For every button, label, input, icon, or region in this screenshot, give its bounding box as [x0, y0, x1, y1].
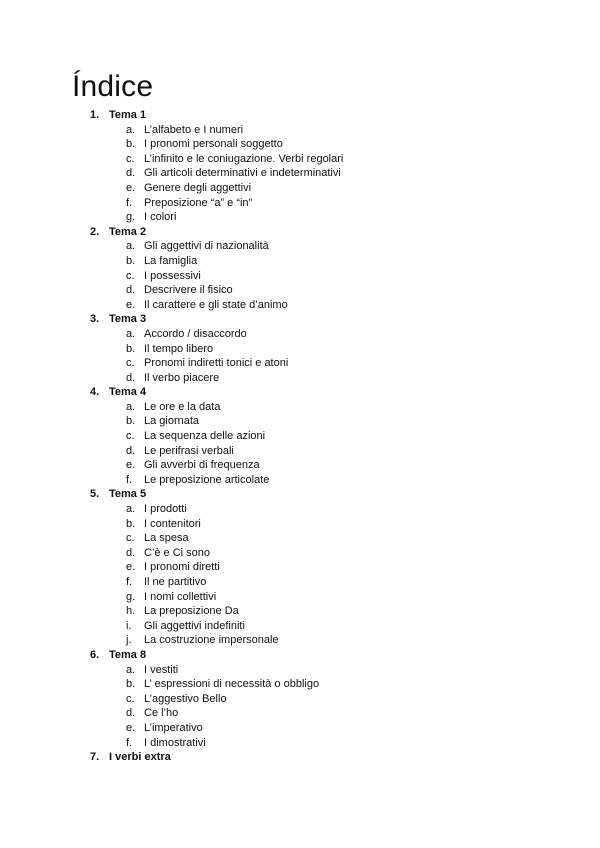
toc-subtopic-letter: d. [126, 284, 136, 297]
toc-subtopic-text: Le ore e la data [144, 400, 221, 413]
toc-subtopic-letter: c. [126, 357, 135, 370]
toc-subtopic-letter: b. [126, 678, 136, 691]
toc-subtopic-text: I pronomi personali soggetto [144, 138, 283, 151]
toc-subtopic-text: Gli aggettivi di nazionalità [144, 240, 269, 253]
toc-subtopic-text: C’è e Ci sono [144, 546, 211, 559]
toc-subtopic-text: Gli aggettivi indefiniti [144, 619, 245, 632]
toc-subtopic-text: I contenitori [144, 517, 201, 530]
toc-subtopic-letter: b. [126, 415, 136, 428]
toc-subtopic-letter: d. [126, 167, 136, 180]
toc-subtopic-text: Preposizione “a” e “in” [144, 196, 253, 209]
toc-topic-number: 7. [90, 751, 100, 764]
toc-subtopic-text: La famiglia [144, 254, 198, 267]
toc-subtopic-text: Gli articoli determinativi e indeterminativi [144, 167, 341, 180]
toc-subtopic-letter: a. [126, 240, 136, 253]
toc-subtopic-text: L’ espressioni di necessità o obbligo [144, 678, 320, 691]
toc-subtopic-letter: a. [126, 503, 136, 516]
toc-subtopic-text: I colori [144, 211, 177, 224]
toc-topic-number: 1. [90, 109, 100, 121]
toc-subtopic-letter: b. [126, 138, 136, 151]
toc-subtopic-letter: e. [126, 721, 136, 734]
toc-subtopic-letter: i. [126, 619, 132, 632]
toc-subtopic-text: L’infinito e le coniugazione. Verbi regolari [144, 152, 344, 165]
toc-subtopic-text: Descrivere il fisico [144, 284, 233, 297]
toc-subtopic-letter: f. [126, 473, 133, 486]
toc-subtopic-text: I dimostrativi [144, 736, 206, 749]
toc-subtopic-text: Accordo / disaccordo [144, 327, 247, 340]
toc-subtopic-text: La costruzione impersonale [144, 634, 279, 647]
toc-subtopic-text: L’aggestivo Bello [144, 692, 227, 705]
toc-subtopic-letter: a. [126, 123, 136, 136]
toc-subtopic-letter: a. [126, 400, 136, 413]
toc-topic-label: Tema 5 [109, 488, 147, 501]
toc-subtopic-letter: j. [126, 634, 132, 647]
toc-topic-number: 3. [90, 313, 100, 326]
toc-subtopic-letter: c. [126, 692, 135, 705]
toc-subtopic-text: Gli avverbi di frequenza [144, 459, 260, 472]
toc-subtopic-letter: e. [126, 561, 136, 574]
toc-subtopic-letter: f. [126, 736, 133, 749]
toc-topic-label: Tema 2 [109, 225, 147, 238]
toc-subtopic-text: Genere degli aggettivi [144, 181, 252, 194]
toc-topic-number: 6. [90, 648, 100, 661]
toc-topic-label: Tema 4 [109, 386, 147, 399]
toc-topic-label: Tema 3 [109, 313, 147, 326]
toc-subtopic-text: I possessivi [144, 269, 201, 282]
toc-subtopic-letter: d. [126, 707, 136, 720]
toc-topic-label: Tema 8 [109, 648, 147, 661]
toc-subtopic-letter: c. [126, 152, 135, 165]
toc-subtopic-letter: c. [126, 430, 135, 443]
toc-subtopic-letter: d. [126, 546, 136, 559]
toc-topic-label: I verbi extra [109, 751, 171, 764]
toc-subtopic-letter: e. [126, 459, 136, 472]
toc-subtopic-text: Le preposizione articolate [144, 473, 270, 486]
toc-subtopic-letter: f. [126, 196, 133, 209]
toc-subtopic-letter: e. [126, 298, 136, 311]
toc-subtopic-letter: b. [126, 342, 136, 355]
toc-subtopic-letter: f. [126, 576, 133, 588]
toc-subtopic-text: I vestiti [144, 663, 179, 676]
toc-subtopic-letter: a. [126, 663, 136, 676]
toc-subtopic-text: Il verbo piacere [144, 371, 220, 384]
toc-subtopic-text: La preposizione Da [144, 605, 239, 618]
toc-subtopic-text: I nomi collettivi [144, 590, 217, 603]
toc-subtopic-text: La sequenza delle azioni [144, 430, 266, 443]
toc-topic-number: 5. [90, 488, 100, 501]
toc-subtopic-letter: b. [126, 517, 136, 530]
toc-subtopic-letter: d. [126, 371, 136, 384]
page-title: Índice [72, 70, 154, 103]
toc-subtopic-letter: b. [126, 254, 136, 267]
toc-subtopic-letter: a. [126, 327, 136, 340]
toc-subtopic-text: I pronomi diretti [144, 561, 220, 574]
toc-subtopic-letter: c. [126, 532, 135, 545]
toc-subtopic-letter: g. [126, 211, 136, 224]
toc-subtopic-letter: d. [126, 444, 136, 457]
toc-subtopic-text: L’alfabeto e I numeri [144, 123, 244, 136]
toc-subtopic-text: I prodotti [144, 503, 187, 516]
toc-topic-number: 2. [90, 225, 100, 238]
toc-subtopic-text: Il carattere e gli state d’animo [144, 298, 288, 311]
toc-subtopic-text: Il ne partitivo [144, 576, 207, 588]
toc-subtopic-letter: g. [126, 590, 136, 603]
toc-subtopic-text: Pronomi indiretti tonici e atoni [144, 357, 289, 370]
toc-topic-label: Tema 1 [109, 109, 147, 121]
toc-subtopic-text: Ce l’ho [144, 707, 179, 720]
toc-topic-number: 4. [90, 386, 100, 399]
toc-subtopic-text: Il tempo libero [144, 342, 214, 355]
toc-subtopic-text: L’imperativo [144, 721, 203, 734]
toc-subtopic-letter: c. [126, 269, 135, 282]
toc-subtopic-text: Le perifrasi verbali [144, 444, 234, 457]
toc-subtopic-letter: e. [126, 181, 136, 194]
toc-subtopic-text: La giornata [144, 415, 200, 428]
toc-subtopic-text: La spesa [144, 532, 189, 545]
toc-subtopic-letter: h. [126, 605, 136, 618]
